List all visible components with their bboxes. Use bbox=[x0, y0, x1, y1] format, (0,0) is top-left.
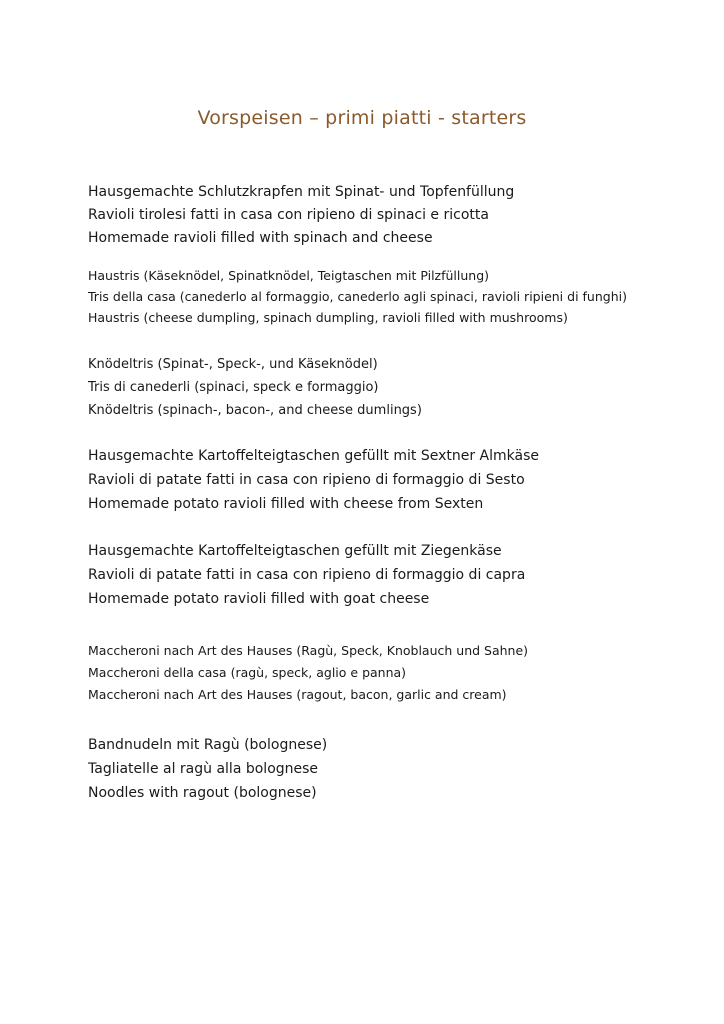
dish-name-english: Knödeltris (spinach-, bacon-, and cheese dumlings) bbox=[88, 403, 422, 418]
dish-name-german: Haustris (Käseknödel, Spinatknödel, Teigtaschen mit Pilzfüllung) bbox=[88, 268, 490, 283]
dish-name-german: Hausgemachte Schlutzkrapfen mit Spinat- und Topfenfüllung bbox=[88, 184, 515, 200]
dish-name-english: Homemade ravioli filled with spinach and cheese bbox=[88, 230, 433, 246]
menu-item-bandnudeln bbox=[88, 733, 698, 805]
dish-name-english: Haustris (cheese dumpling, spinach dumpling, ravioli filled with mushrooms) bbox=[88, 310, 568, 325]
dish-name-italian: Tagliatelle al ragù alla bolognese bbox=[88, 761, 319, 777]
dish-name-german: Hausgemachte Kartoffelteigtaschen gefüllt mit Ziegenkäse bbox=[88, 543, 502, 559]
dish-name-english: Noodles with ragout (bolognese) bbox=[88, 785, 317, 801]
menu-item-schlutzkrapfen bbox=[88, 181, 698, 250]
dish-name-italian: Ravioli di patate fatti in casa con ripieno di formaggio di capra bbox=[88, 567, 526, 583]
menu-item-maccheroni bbox=[88, 640, 698, 706]
dish-name-german: Knödeltris (Spinat-, Speck-, und Käseknödel) bbox=[88, 357, 378, 372]
dish-name-german: Bandnudeln mit Ragù (bolognese) bbox=[88, 737, 328, 753]
dish-name-italian: Maccheroni della casa (ragù, speck, aglio e panna) bbox=[88, 665, 407, 680]
menu-item-haustris bbox=[88, 265, 698, 328]
dish-name-english: Maccheroni nach Art des Hauses (ragout, bacon, garlic and cream) bbox=[88, 687, 507, 702]
dish-name-german: Maccheroni nach Art des Hauses (Ragù, Speck, Knoblauch und Sahne) bbox=[88, 643, 529, 658]
menu-item-potato-ravioli-almkaese bbox=[88, 444, 698, 516]
dish-name-italian: Ravioli di patate fatti in casa con ripieno di formaggio di Sesto bbox=[88, 472, 525, 488]
menu-item-knoedeltris bbox=[88, 353, 698, 422]
menu-item-potato-ravioli-goat-cheese bbox=[88, 539, 698, 611]
dish-name-italian: Tris della casa (canederlo al formaggio, canederlo agli spinaci, ravioli ripieni di funghi) bbox=[88, 289, 627, 304]
dish-name-german: Hausgemachte Kartoffelteigtaschen gefüllt mit Sextner Almkäse bbox=[88, 448, 539, 464]
dish-name-italian: Ravioli tirolesi fatti in casa con ripieno di spinaci e ricotta bbox=[88, 207, 489, 223]
page-title: Vorspeisen – primi piatti - starters bbox=[197, 107, 527, 129]
dish-name-english: Homemade potato ravioli filled with goat cheese bbox=[88, 591, 430, 607]
dish-name-italian: Tris di canederli (spinaci, speck e formaggio) bbox=[88, 380, 379, 395]
dish-name-english: Homemade potato ravioli filled with cheese from Sexten bbox=[88, 496, 484, 512]
